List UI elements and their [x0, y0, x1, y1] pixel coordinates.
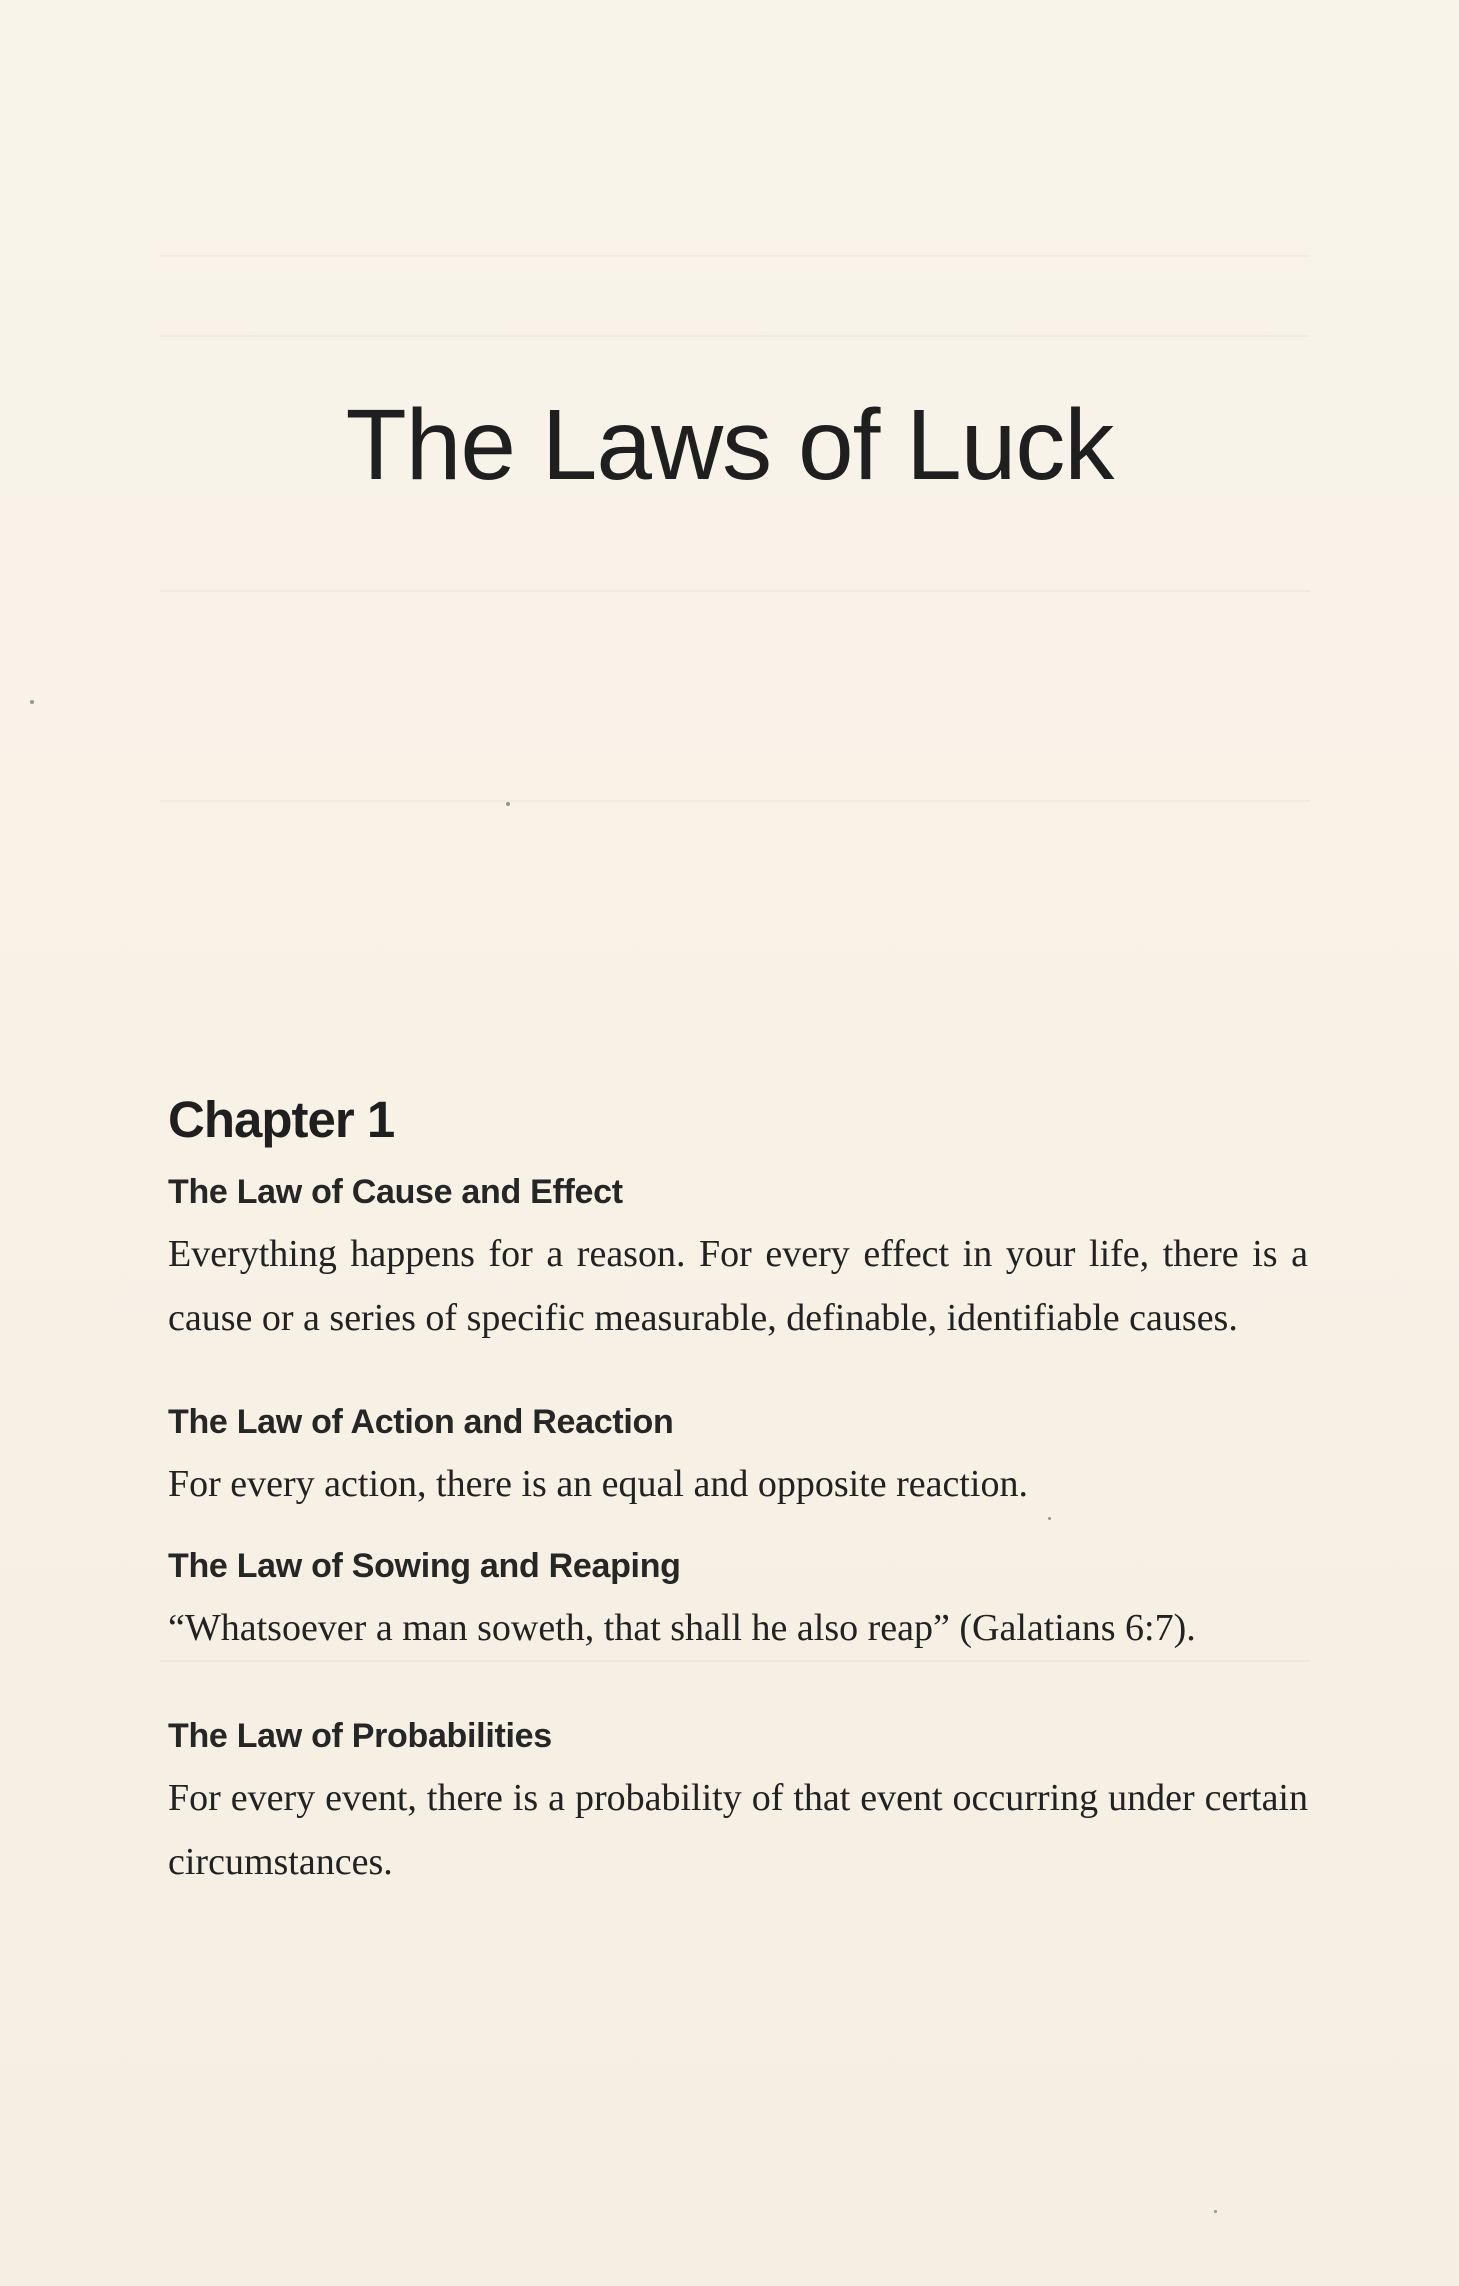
law-heading: The Law of Cause and Effect: [168, 1173, 623, 1211]
law-heading: The Law of Action and Reaction: [168, 1403, 674, 1441]
law-body: “Whatsoever a man soweth, that shall he also reap” (Galatians 6:7).: [168, 1607, 1196, 1649]
page-title: The Laws of Luck: [345, 389, 1114, 501]
paper-speck: [1214, 2210, 1217, 2213]
chapter-content: [168, 1090, 1308, 1894]
law-body: For every event, there is a probability of that event occurring under certain circumstances.: [168, 1777, 1308, 1883]
law-sowing-and-reaping: [168, 1546, 1308, 1660]
law-cause-and-effect: [168, 1172, 1308, 1350]
show-through-line: [160, 335, 1310, 337]
show-through-line: [160, 800, 1310, 802]
show-through-line: [160, 255, 1310, 257]
chapter-label: Chapter 1: [168, 1091, 395, 1148]
paper-speck: [30, 700, 34, 704]
show-through-line: [160, 590, 1310, 592]
law-action-and-reaction: [168, 1402, 1308, 1516]
law-body: For every action, there is an equal and opposite reaction.: [168, 1463, 1028, 1505]
law-heading: The Law of Sowing and Reaping: [168, 1547, 681, 1585]
law-body: Everything happens for a reason. For every effect in your life, there is a cause or a series of specific measurable, definable, identifiable causes.: [168, 1233, 1308, 1339]
law-heading: The Law of Probabilities: [168, 1717, 552, 1755]
law-probabilities: [168, 1716, 1308, 1894]
paper-speck: [506, 802, 510, 806]
